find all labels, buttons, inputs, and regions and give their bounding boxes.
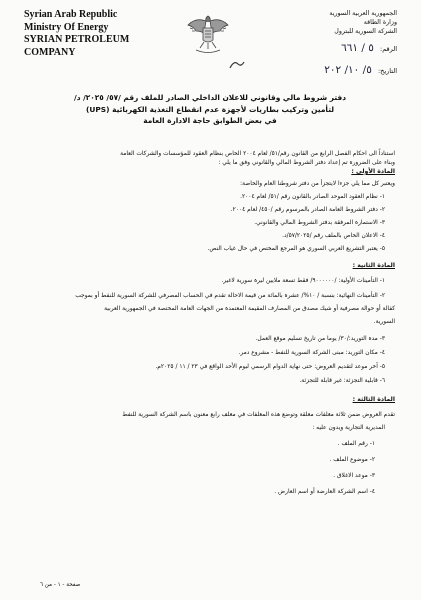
article-1-item: ٥- يعتبر التشريع العربي السوري هو المرجع المختص في حال غياب النص. xyxy=(207,246,385,252)
reference-number-value: ٥ / ٦٦١ xyxy=(341,42,374,54)
reference-number-row xyxy=(267,42,397,54)
letterhead-line: وزارة الطاقة xyxy=(363,19,397,26)
article-2-item: ٦- قابلية التجزئة: غير قابلة للتجزئة. xyxy=(299,378,385,384)
article-2-item: ١- التأمينات الأولية: /٩٠٠٠٠٠٠/ فقط تسعة ملايين ليرة سورية لاغير. xyxy=(221,278,385,284)
article-3-heading: المادة الثالثة : xyxy=(352,396,395,403)
eagle-emblem-icon xyxy=(184,10,232,58)
article-1-item: ٤- الاعلان الخاص بالملف رقم /٥٧/٢٠٢٥/د. xyxy=(282,233,385,239)
article-2-item: ٢- التأمينات النهائية: بنسبة / ١٠%/ عشرة بالمائة من قيمة الاحالة تقدم في الحساب المصرفي للشركة السورية للنفط أو بموجب xyxy=(75,293,385,299)
intro-line: استناداً الى احكام الفصل الرابع من القانون رقم/٥١/ لعام ٢٠٠٤ الخاص بنظام العقود للمؤسسات والشركات العامة xyxy=(120,151,395,157)
article-2-item-continued: السورية. xyxy=(373,319,395,325)
document-title xyxy=(40,92,380,127)
article-3-item: ٤- اسم الشركة العارضة أو اسم العارض . xyxy=(274,489,375,495)
reference-date-row xyxy=(267,64,397,76)
title-line: في بعض الطوابق حاجة الادارة العامة xyxy=(143,116,277,125)
article-3-item: ٣- موعد الاغلاق . xyxy=(333,473,375,479)
letterhead-line: SYRIAN PETROLEUM xyxy=(24,34,130,45)
article-3-item: ١- رقم الملف . xyxy=(337,441,375,447)
article-2-heading: المادة الثانية : xyxy=(352,262,395,269)
intro-line: وبناء على الضرورة تم إعداد دفتر الشروط المالي والقانوني وفق ما يلي : xyxy=(218,160,395,166)
letterhead-arabic xyxy=(267,9,397,36)
article-2-item: ٥- آخر موعد لتقديم العروض: حتى نهاية الدوام الرسمي ليوم الأحد الواقع في ٢٣ / ١١ / ٢٠٢٥م. xyxy=(155,364,385,370)
letterhead-line: الشركة السورية للبترول xyxy=(334,28,397,35)
article-3-lead: تقدم العروض ضمن ثلاثة مغلفات مغلقة وتوضع هذه المغلفات في مغلف رابع معنون باسم الشركة السورية للنفط xyxy=(122,412,395,418)
reference-date-value: ٥/ ١٠/ ٢٠٢ xyxy=(324,64,372,76)
article-1-heading: المادة الأولى : xyxy=(351,168,395,175)
page-number: صفحة - ١ - من ٦ xyxy=(40,582,81,588)
ink-mark-icon xyxy=(228,58,246,72)
letterhead-line: Syrian Arab Republic xyxy=(24,9,118,20)
article-1-item: ١- نظام العقود الموحد الصادر بالقانون رقم /٥١/ لعام ٢٠٠٤. xyxy=(240,194,385,200)
article-2-item: ٣- مدة التوريد:/٣٠/ يوما من تاريخ تسليم موقع العمل. xyxy=(255,336,385,342)
letterhead-line: Ministry Of Energy xyxy=(24,21,109,33)
article-2-item-continued: كفالة أو حوالة مصرفية أو شيك مصدق من المصارف المقيمة المعتمدة من الجهات العامة المختصة في الجمهورية العربية xyxy=(104,306,395,312)
letterhead-english xyxy=(24,9,174,59)
article-1-lead: ويعتبر كل مما يلي جزءا لايتجزأ من دفتر شروطنا العام والخاصة: xyxy=(240,181,395,187)
letterhead-line: الجمهورية العربية السورية xyxy=(329,10,397,17)
title-line: لتأمين وتركيب بطاريات لأجهزة عدم انقطاع التغذية الكهربائية (UPS) xyxy=(86,104,334,114)
reference-date-label: التاريخ: xyxy=(377,67,397,75)
letterhead-line: COMPANY xyxy=(24,46,76,58)
article-1-item: ٢- دفتر الشروط العامة الصادر بالمرسوم رقم /٤٥٠/ لعام ٢٠٠٤. xyxy=(230,207,385,213)
article-2-item: ٤- مكان التوريد: مبنى الشركة السورية للنفط - مشروع دمر. xyxy=(238,350,385,356)
article-3-sub: المديرية التجارية ويدون عليه : xyxy=(312,425,385,431)
article-1-item: ٣- الاستمارة المرفقة بدفتر الشروط المالي والقانوني. xyxy=(254,220,385,226)
article-3-item: ٢- موضوع الملف . xyxy=(329,457,375,463)
reference-number-label: الرقم: xyxy=(380,45,397,53)
title-line: دفتر شروط مالي وقانوني للاعلان الداخلي الصادر للملف رقم /٥٧/ ٢٠٢٥/ د/ xyxy=(74,93,346,102)
